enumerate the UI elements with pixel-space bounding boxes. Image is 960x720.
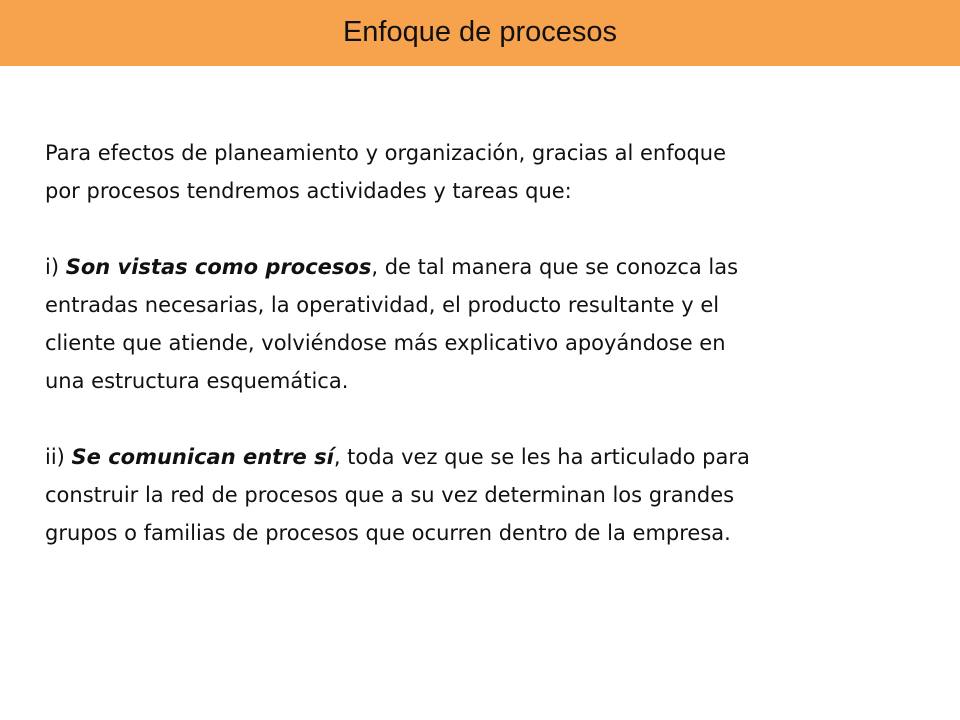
item-1-marker: i) — [45, 255, 66, 279]
item-1-line-1 — [45, 248, 905, 286]
slide-body — [45, 134, 905, 552]
intro-paragraph — [45, 134, 905, 210]
item-2-line-1 — [45, 438, 905, 476]
item-2-paragraph — [45, 438, 905, 552]
item-2-line-3: grupos o familias de procesos que ocurren dentro de la empresa. — [45, 521, 731, 545]
item-1-emphasis: Son vistas como procesos — [65, 255, 372, 279]
item-2-line-2: construir la red de procesos que a su vez determinan los grandes — [45, 483, 735, 507]
paragraph-spacer — [45, 400, 905, 438]
slide-title: Enfoque de procesos — [342, 16, 618, 48]
item-1-paragraph — [45, 248, 905, 400]
intro-line-2: por procesos tendremos actividades y tareas que: — [45, 179, 572, 203]
item-2-emphasis: Se comunican entre sí — [71, 445, 334, 469]
item-1-line-1-rest: , de tal manera que se conozca las — [371, 255, 739, 279]
item-1-line-4: una estructura esquemática. — [45, 369, 349, 393]
item-1-line-3: cliente que atiende, volviéndose más explicativo apoyándose en — [45, 331, 726, 355]
intro-line-1: Para efectos de planeamiento y organización, gracias al enfoque — [45, 141, 727, 165]
item-1-line-2: entradas necesarias, la operatividad, el producto resultante y el — [45, 293, 720, 317]
item-2-marker: ii) — [45, 445, 72, 469]
item-2-line-1-rest: , toda vez que se les ha articulado para — [333, 445, 750, 469]
paragraph-spacer — [45, 210, 905, 248]
title-bar — [0, 0, 960, 66]
